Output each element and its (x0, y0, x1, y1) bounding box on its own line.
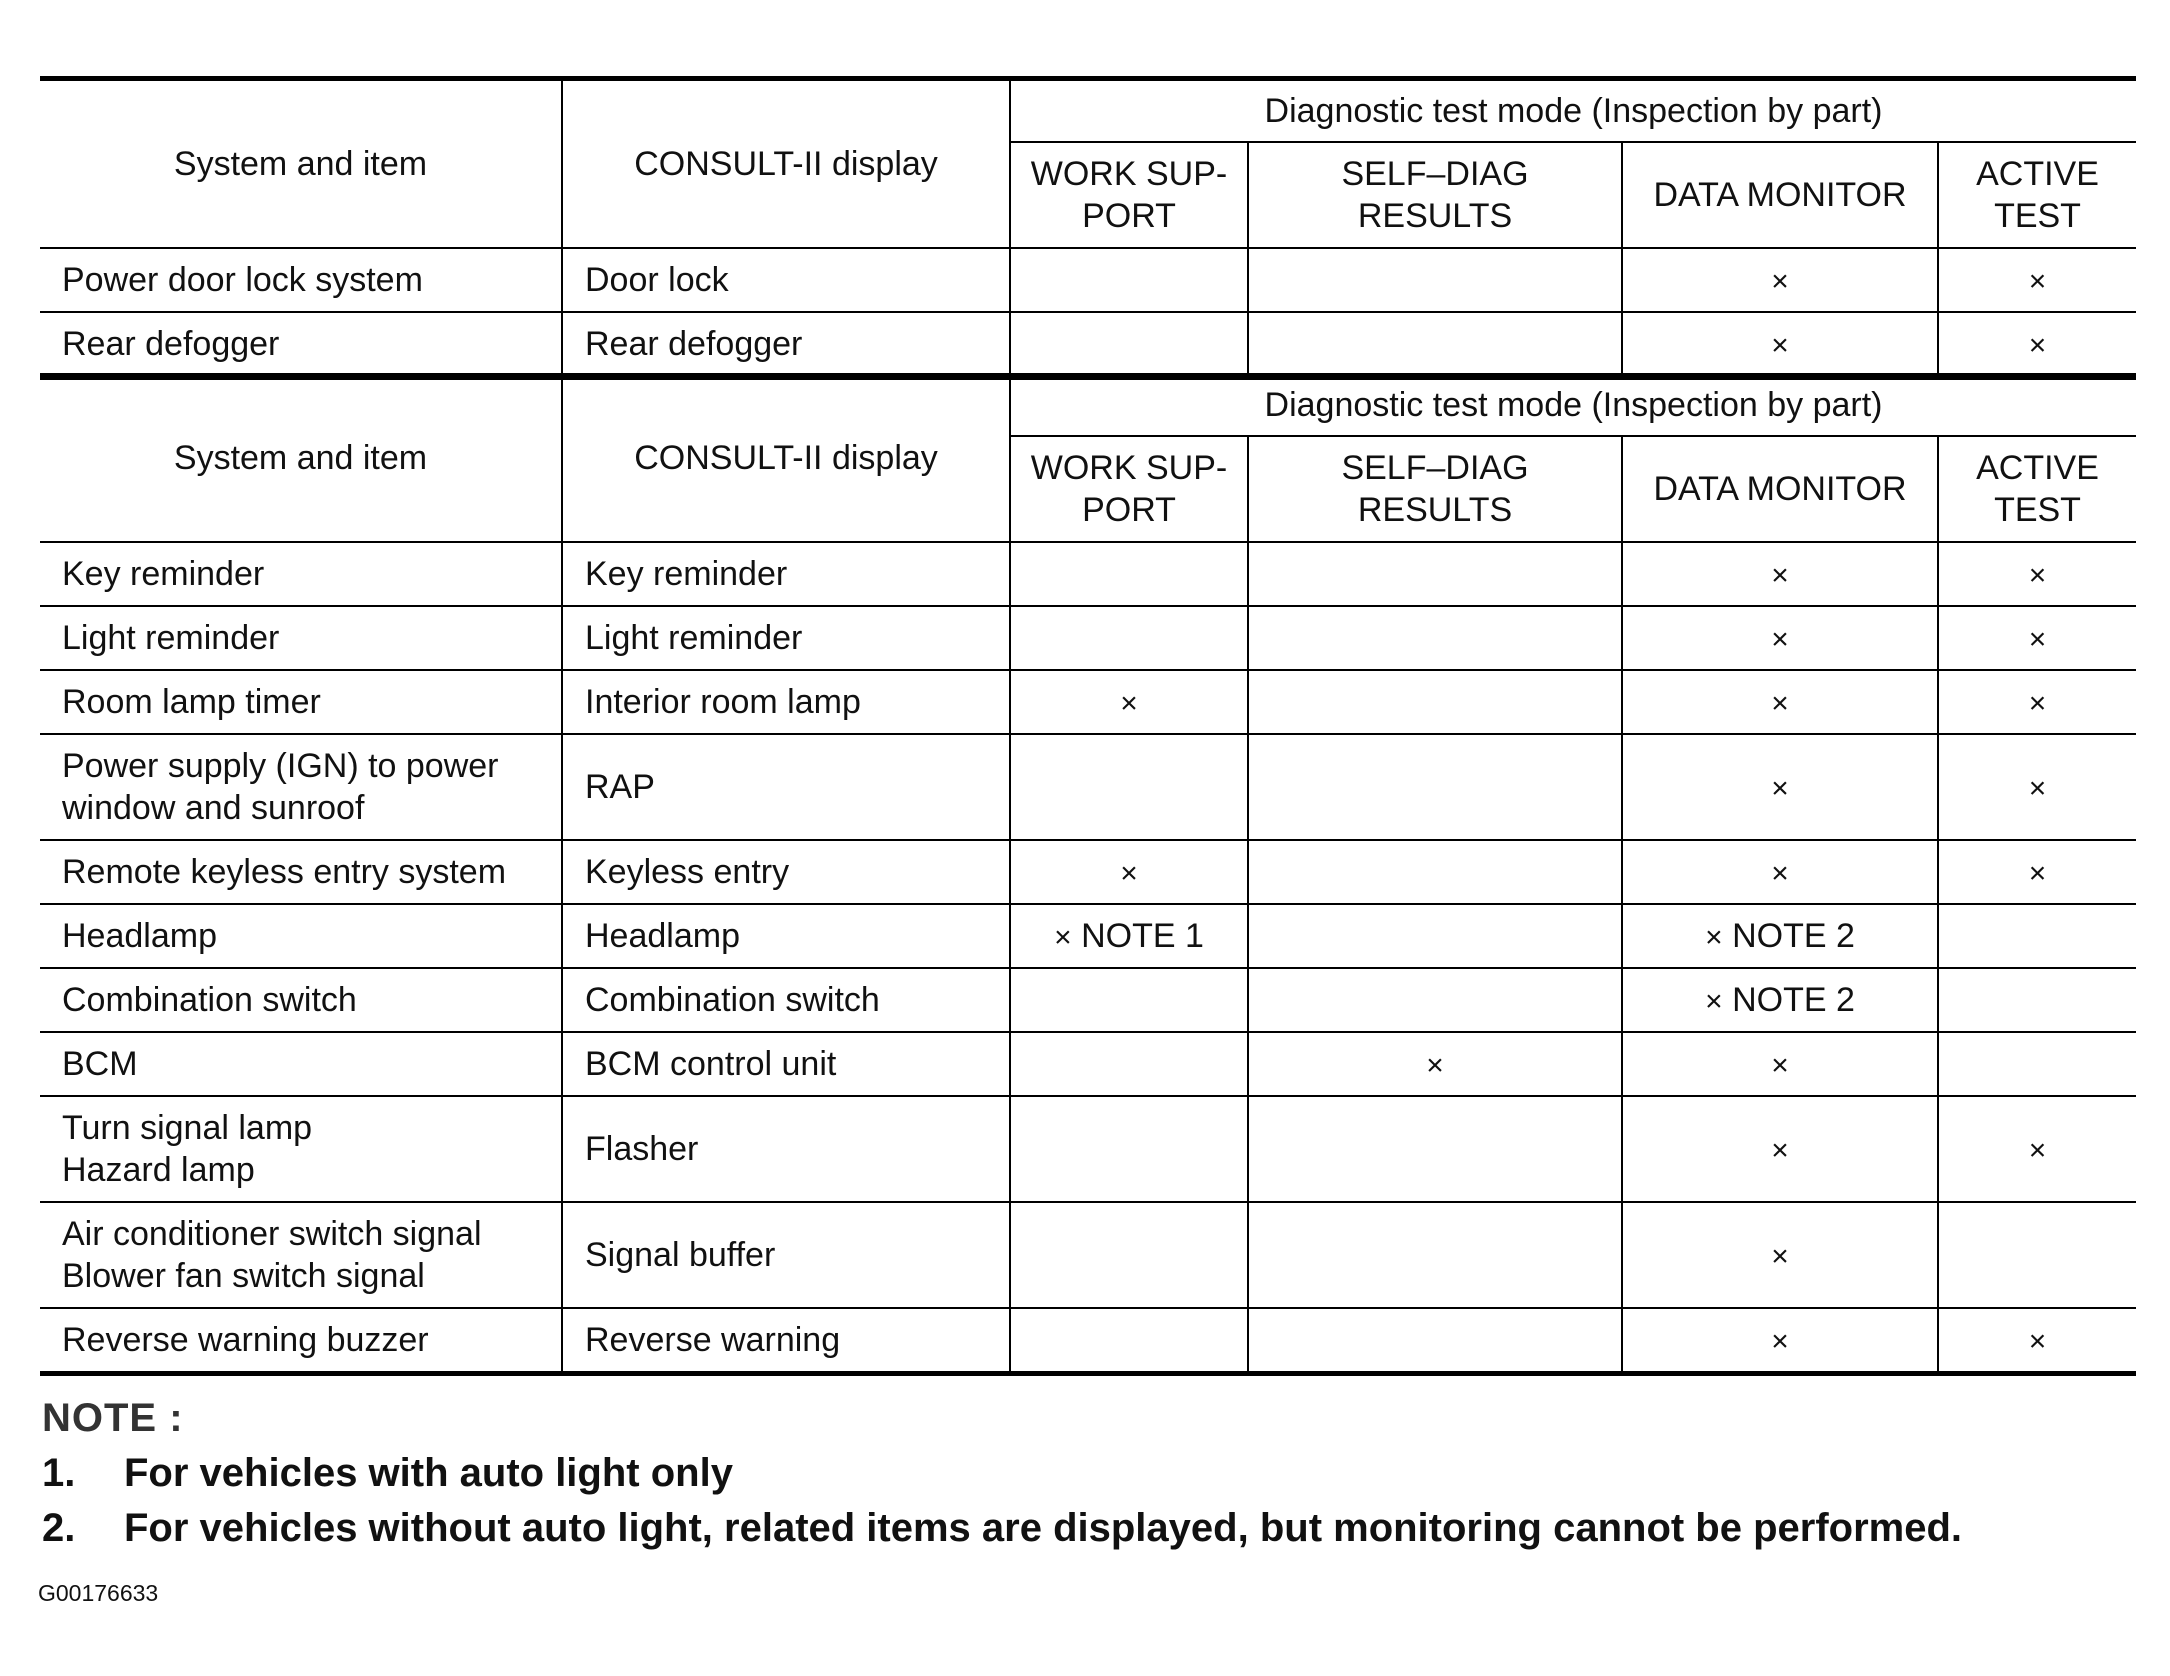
active-test-cell: × (1938, 840, 2136, 904)
system-item: Remote keyless entry system (40, 840, 562, 904)
active-test-cell (1938, 1202, 2136, 1308)
data-monitor-cell: × (1622, 734, 1938, 840)
table-row (40, 734, 2136, 840)
work-support-cell: × (1010, 670, 1248, 734)
header-diagnostic-mode: Diagnostic test mode (Inspection by part) (1010, 374, 2136, 436)
consult-display: Key reminder (562, 542, 1010, 606)
active-test-cell: × (1938, 606, 2136, 670)
consult-display: Door lock (562, 248, 1010, 312)
table-row (40, 312, 2136, 378)
self-diag-cell (1248, 542, 1622, 606)
table-row (40, 1096, 2136, 1202)
table-row (40, 904, 2136, 968)
work-support-cell: × NOTE 1 (1010, 904, 1248, 968)
header-work-support: WORK SUP- PORT (1010, 436, 1248, 542)
data-monitor-cell: × (1622, 1202, 1938, 1308)
active-test-cell (1938, 1032, 2136, 1096)
figure-id: G00176633 (38, 1580, 159, 1606)
work-support-cell: × (1010, 840, 1248, 904)
table-row (40, 1308, 2136, 1374)
note-item (42, 1451, 1962, 1496)
active-test-cell: × (1938, 312, 2136, 378)
data-monitor-cell: × (1622, 542, 1938, 606)
active-test-cell (1938, 904, 2136, 968)
self-diag-cell (1248, 606, 1622, 670)
work-support-cell (1010, 312, 1248, 378)
system-item: Rear defogger (40, 312, 562, 378)
self-diag-cell (1248, 670, 1622, 734)
table-row (40, 840, 2136, 904)
self-diag-cell (1248, 904, 1622, 968)
data-monitor-cell: × (1622, 840, 1938, 904)
header-active-test: ACTIVE TEST (1938, 142, 2136, 248)
self-diag-cell (1248, 1308, 1622, 1374)
work-support-cell (1010, 1308, 1248, 1374)
note-text: For vehicles with auto light only (124, 1451, 733, 1495)
system-item: Power door lock system (40, 248, 562, 312)
data-monitor-cell: × (1622, 248, 1938, 312)
header-consult-display: CONSULT-II display (562, 374, 1010, 542)
data-monitor-cell: × (1622, 1032, 1938, 1096)
system-item: Air conditioner switch signal Blower fan switch signal (40, 1202, 562, 1308)
self-diag-cell (1248, 734, 1622, 840)
consult-display: Flasher (562, 1096, 1010, 1202)
system-item: Light reminder (40, 606, 562, 670)
consult-display: Signal buffer (562, 1202, 1010, 1308)
system-item: Room lamp timer (40, 670, 562, 734)
system-item: BCM (40, 1032, 562, 1096)
self-diag-cell (1248, 968, 1622, 1032)
data-monitor-cell: × (1622, 1096, 1938, 1202)
diagnostic-table-2 (40, 373, 2136, 1376)
header-work-support: WORK SUP- PORT (1010, 142, 1248, 248)
consult-display: Rear defogger (562, 312, 1010, 378)
system-item: Turn signal lamp Hazard lamp (40, 1096, 562, 1202)
consult-display: RAP (562, 734, 1010, 840)
self-diag-cell (1248, 840, 1622, 904)
data-monitor-cell: × NOTE 2 (1622, 904, 1938, 968)
work-support-cell (1010, 606, 1248, 670)
active-test-cell (1938, 968, 2136, 1032)
work-support-cell (1010, 734, 1248, 840)
system-item: Power supply (IGN) to power window and sunroof (40, 734, 562, 840)
data-monitor-cell: × (1622, 312, 1938, 378)
consult-display: BCM control unit (562, 1032, 1010, 1096)
header-system-item: System and item (40, 79, 562, 249)
diagnostic-table-1 (40, 76, 2136, 380)
header-diagnostic-mode: Diagnostic test mode (Inspection by part) (1010, 79, 2136, 143)
active-test-cell: × (1938, 248, 2136, 312)
data-monitor-cell: × NOTE 2 (1622, 968, 1938, 1032)
data-monitor-cell: × (1622, 670, 1938, 734)
table-row (40, 248, 2136, 312)
active-test-cell: × (1938, 1096, 2136, 1202)
notes-section (42, 1396, 1962, 1551)
work-support-cell (1010, 1096, 1248, 1202)
table-row (40, 670, 2136, 734)
self-diag-cell (1248, 248, 1622, 312)
active-test-cell: × (1938, 542, 2136, 606)
work-support-cell (1010, 1202, 1248, 1308)
self-diag-cell: × (1248, 1032, 1622, 1096)
active-test-cell: × (1938, 670, 2136, 734)
work-support-cell (1010, 542, 1248, 606)
system-item: Reverse warning buzzer (40, 1308, 562, 1374)
header-self-diag: SELF–DIAG RESULTS (1248, 142, 1622, 248)
work-support-cell (1010, 968, 1248, 1032)
self-diag-cell (1248, 1202, 1622, 1308)
table-row (40, 1202, 2136, 1308)
work-support-cell (1010, 1032, 1248, 1096)
consult-display: Interior room lamp (562, 670, 1010, 734)
self-diag-cell (1248, 312, 1622, 378)
note-item (42, 1506, 1962, 1551)
consult-display: Headlamp (562, 904, 1010, 968)
header-active-test: ACTIVE TEST (1938, 436, 2136, 542)
data-monitor-cell: × (1622, 1308, 1938, 1374)
system-item: Combination switch (40, 968, 562, 1032)
consult-display: Reverse warning (562, 1308, 1010, 1374)
table-row (40, 968, 2136, 1032)
system-item: Headlamp (40, 904, 562, 968)
active-test-cell: × (1938, 734, 2136, 840)
self-diag-cell (1248, 1096, 1622, 1202)
header-data-monitor: DATA MONITOR (1622, 142, 1938, 248)
consult-display: Keyless entry (562, 840, 1010, 904)
header-data-monitor: DATA MONITOR (1622, 436, 1938, 542)
header-self-diag: SELF–DIAG RESULTS (1248, 436, 1622, 542)
note-number: 2. (42, 1506, 76, 1550)
active-test-cell: × (1938, 1308, 2136, 1374)
note-number: 1. (42, 1451, 76, 1495)
table-row (40, 542, 2136, 606)
data-monitor-cell: × (1622, 606, 1938, 670)
system-item: Key reminder (40, 542, 562, 606)
table-row (40, 606, 2136, 670)
header-system-item: System and item (40, 374, 562, 542)
consult-display: Light reminder (562, 606, 1010, 670)
work-support-cell (1010, 248, 1248, 312)
note-title: NOTE : (42, 1396, 184, 1440)
note-text: For vehicles without auto light, related items are displayed, but monitoring cannot be performed. (124, 1506, 1963, 1550)
header-consult-display: CONSULT-II display (562, 79, 1010, 249)
consult-display: Combination switch (562, 968, 1010, 1032)
table-row (40, 1032, 2136, 1096)
